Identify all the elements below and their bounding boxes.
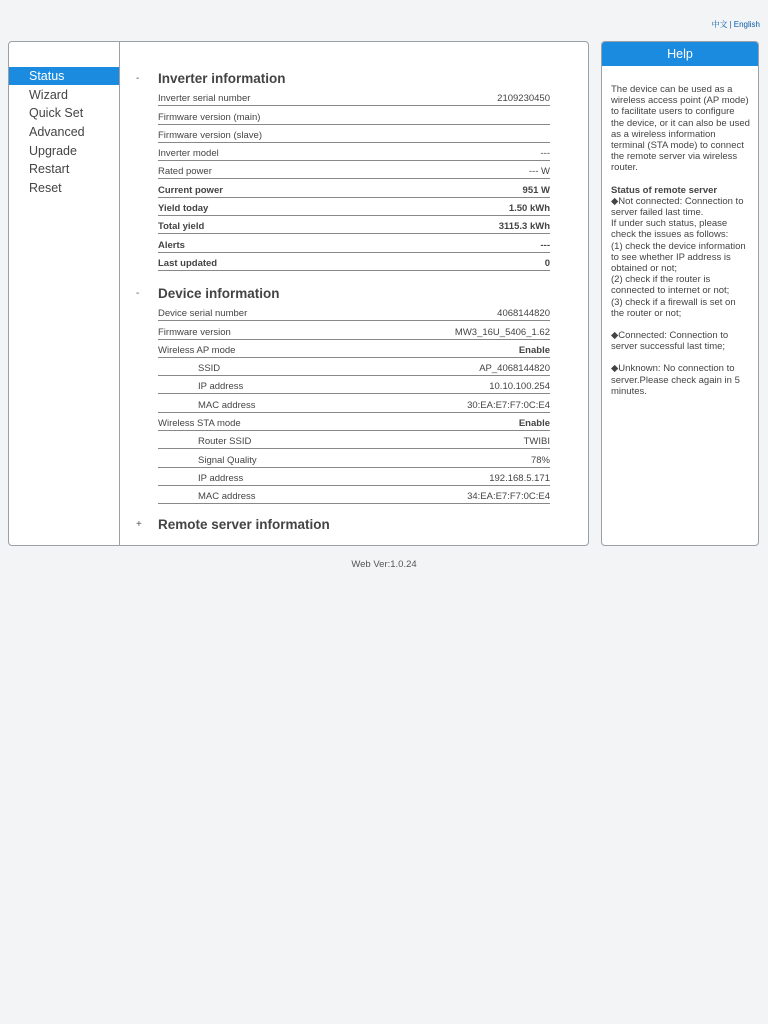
- nav-item-wizard[interactable]: Wizard: [29, 87, 68, 102]
- table-row: [158, 106, 550, 124]
- nav-item-reset[interactable]: Reset: [29, 181, 62, 196]
- help-intro: The device can be used as a wireless access point (AP mode) to facilitate users to configure the device, or it can also be used as a wireless information terminal (STA mode) to connect the remote server via wireless router.: [611, 84, 750, 174]
- table-row: [158, 412, 550, 430]
- row-label: Wireless AP mode: [158, 339, 358, 357]
- remote-section-title[interactable]: Remote server information: [158, 517, 330, 533]
- row-value: MW3_16U_5406_1.62: [358, 321, 550, 339]
- row-label: IP address: [158, 467, 358, 485]
- table-row: [158, 339, 550, 357]
- table-row: [158, 252, 550, 270]
- device-section-header: [136, 285, 551, 303]
- table-row: [158, 467, 550, 485]
- lang-separator: |: [729, 20, 732, 29]
- row-label: Firmware version (main): [158, 106, 418, 124]
- table-row: [158, 142, 550, 160]
- row-label: Firmware version (slave): [158, 124, 418, 142]
- row-label: Total yield: [158, 216, 418, 234]
- remote-expand-toggle[interactable]: +: [136, 519, 142, 531]
- table-row: [158, 431, 550, 449]
- table-row: [158, 88, 550, 106]
- row-value: [418, 106, 550, 124]
- row-value: 3115.3 kWh: [418, 216, 550, 234]
- row-value: [418, 124, 550, 142]
- table-row: [158, 161, 550, 179]
- device-info-table: [158, 303, 550, 504]
- help-panel: [601, 41, 759, 546]
- help-body: [602, 66, 758, 397]
- row-label: Inverter model: [158, 142, 418, 160]
- row-value: Enable: [358, 412, 550, 430]
- row-value: 2109230450: [418, 88, 550, 106]
- table-row: [158, 216, 550, 234]
- help-status-title: Status of remote server: [611, 184, 718, 196]
- remote-section-header[interactable]: [136, 516, 551, 534]
- inverter-collapse-toggle[interactable]: -: [136, 73, 140, 84]
- row-value: 192.168.5.171: [358, 467, 550, 485]
- table-row: [158, 449, 550, 467]
- table-row: [158, 197, 550, 215]
- nav-item-quick-set[interactable]: Quick Set: [29, 106, 84, 121]
- inverter-section-header: [136, 70, 551, 88]
- row-label: Rated power: [158, 161, 418, 179]
- row-value: Enable: [358, 339, 550, 357]
- main-panel: [8, 41, 589, 546]
- help-check-3: (3) check if a firewall is set on the router or not;: [611, 296, 736, 319]
- sidebar-nav: [9, 42, 120, 545]
- lang-chinese-link[interactable]: 中文: [711, 20, 728, 29]
- web-version: Web Ver:1.0.24: [351, 559, 417, 570]
- table-row: [158, 357, 550, 375]
- row-value: ---: [418, 142, 550, 160]
- device-section-title: Device information: [158, 285, 280, 301]
- table-row: [158, 394, 550, 412]
- help-check-2: (2) check if the router is connected to internet or not;: [611, 274, 730, 297]
- row-label: Signal Quality: [158, 449, 358, 467]
- row-label: Firmware version: [158, 321, 358, 339]
- nav-item-upgrade[interactable]: Upgrade: [29, 143, 77, 158]
- row-label: IP address: [158, 376, 358, 394]
- table-row: [158, 303, 550, 321]
- row-value: 4068144820: [358, 303, 550, 321]
- row-label: MAC address: [158, 485, 358, 503]
- device-collapse-toggle[interactable]: -: [136, 287, 140, 299]
- row-label: MAC address: [158, 394, 358, 412]
- row-value: --- W: [418, 161, 550, 179]
- row-label: Device serial number: [158, 303, 358, 321]
- row-value: 34:EA:E7:F7:0C:E4: [358, 485, 550, 503]
- help-unknown: ◆Unknown: No connection to server.Please check again in 5 minutes.: [611, 363, 740, 397]
- help-connected: ◆Connected: Connection to server successful last time;: [611, 330, 729, 353]
- help-check-1: (1) check the device information to see whether IP address is obtained or not;: [611, 240, 746, 275]
- row-value: AP_4068144820: [358, 357, 550, 375]
- table-row: [158, 376, 550, 394]
- inverter-info-table: [158, 88, 550, 271]
- row-value: 10.10.100.254: [358, 376, 550, 394]
- row-label: Alerts: [158, 234, 418, 252]
- row-label: Inverter serial number: [158, 88, 418, 106]
- table-row: [158, 179, 550, 197]
- row-label: Current power: [158, 179, 418, 197]
- lang-english-link[interactable]: English: [733, 20, 760, 29]
- help-not-connected: ◆Not connected: Connection to server failed last time.: [611, 195, 744, 219]
- nav-item-restart[interactable]: Restart: [29, 162, 70, 177]
- row-label: Router SSID: [158, 431, 358, 449]
- row-value: TWIBI: [358, 431, 550, 449]
- nav-item-advanced[interactable]: Advanced: [29, 125, 85, 140]
- row-label: Last updated: [158, 252, 418, 270]
- row-value: 951 W: [418, 179, 550, 197]
- row-label: Yield today: [158, 197, 418, 215]
- table-row: [158, 124, 550, 142]
- row-label: Wireless STA mode: [158, 412, 358, 430]
- row-value: 1.50 kWh: [418, 197, 550, 215]
- table-row: [158, 234, 550, 252]
- help-not-connected-detail: If under such status, please check the issues as follows:: [611, 218, 729, 241]
- row-value: 78%: [358, 449, 550, 467]
- inverter-section-title: Inverter information: [158, 71, 286, 86]
- language-switcher: [712, 19, 760, 30]
- status-content: [136, 70, 551, 534]
- table-row: [158, 321, 550, 339]
- row-value: 30:EA:E7:F7:0C:E4: [358, 394, 550, 412]
- row-value: ---: [418, 234, 550, 252]
- nav-item-status[interactable]: Status: [9, 67, 119, 85]
- table-row: [158, 485, 550, 503]
- row-value: 0: [418, 252, 550, 270]
- help-title: Help: [602, 42, 758, 66]
- row-label: SSID: [158, 357, 358, 375]
